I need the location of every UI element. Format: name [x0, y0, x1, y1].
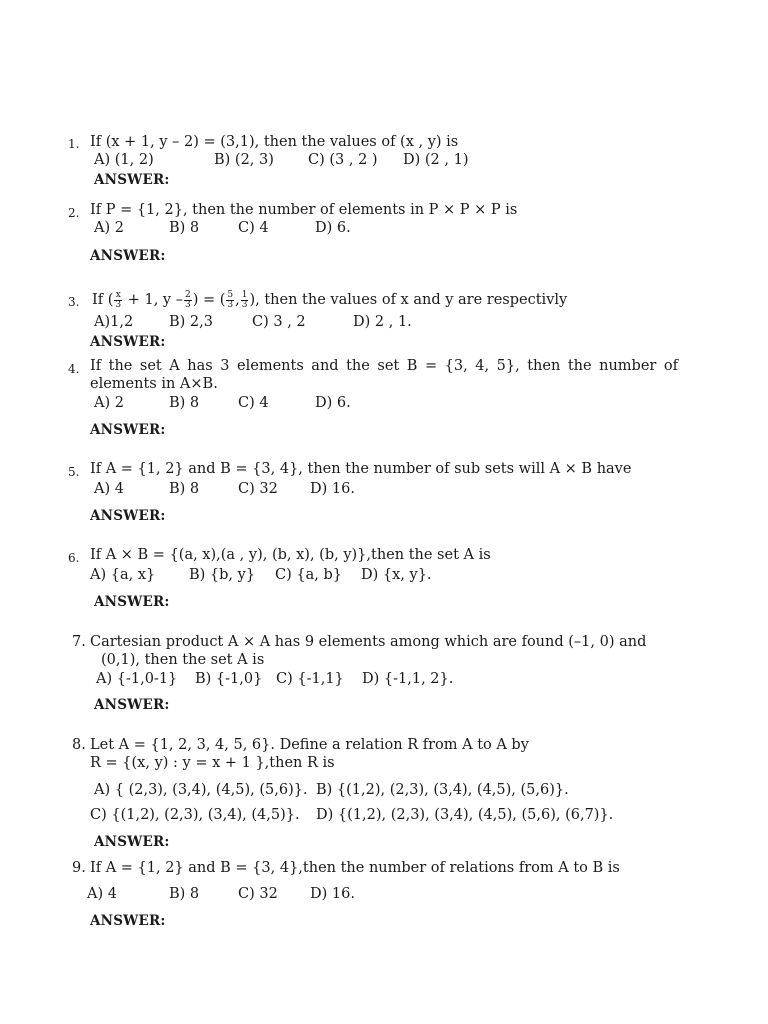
q9-option-c: C) 32: [238, 886, 278, 902]
q7-text-line1: Cartesian product A × A has 9 elements among which are found (–1, 0) and: [90, 634, 647, 650]
q3-text-tail: ), then the values of x and y are respectivly: [249, 292, 568, 308]
q1-option-d: D) (2 , 1): [403, 152, 469, 168]
q8-option-c: C) {(1,2), (2,3), (3,4), (4,5)}.: [90, 807, 300, 823]
q2-text: If P = {1, 2}, then the number of elements in P × P × P is: [90, 202, 518, 218]
q6-number: 6.: [68, 551, 80, 565]
q3-text-if: If (: [92, 292, 114, 308]
q7-option-a: A) {-1,0-1}: [96, 671, 178, 687]
q3-option-a: A)1,2: [94, 314, 134, 330]
q6-answer-label: ANSWER:: [94, 594, 170, 610]
q6-option-b: B) {b, y}: [189, 567, 256, 583]
q5-option-b: B) 8: [169, 481, 200, 497]
q8-answer-label: ANSWER:: [94, 834, 170, 850]
q3-fraction-5-over-3: [226, 291, 234, 310]
q2-option-b: B) 8: [169, 220, 200, 236]
q2-option-a: A) 2: [94, 220, 124, 236]
q9-option-b: B) 8: [169, 886, 200, 902]
q7-text-line2: (0,1), then the set A is: [101, 652, 265, 668]
q6-option-c: C) {a, b}: [275, 567, 342, 583]
q8-option-b: B) {(1,2), (2,3), (3,4), (4,5), (5,6)}.: [316, 782, 569, 798]
q1-option-a: A) (1, 2): [94, 152, 154, 168]
q2-option-c: C) 4: [238, 220, 269, 236]
q6-option-a: A) {a, x}: [90, 567, 156, 583]
q6-option-d: D) {x, y}.: [361, 567, 432, 583]
q5-option-a: A) 4: [94, 481, 124, 497]
q1-text: If (x + 1, y – 2) = (3,1), then the values of (x , y) is: [90, 134, 459, 150]
q9-answer-label: ANSWER:: [90, 913, 166, 929]
q3-text-mid2: ) = (: [192, 292, 226, 308]
q4-answer-label: ANSWER:: [90, 422, 166, 438]
q3-frac1-numerator: x: [115, 289, 121, 300]
q3-answer-label: ANSWER:: [90, 334, 166, 350]
q9-option-a: A) 4: [87, 886, 117, 902]
q5-option-d: D) 16.: [310, 481, 355, 497]
q7-number: 7.: [72, 634, 86, 650]
q2-answer-label: ANSWER:: [90, 248, 166, 264]
q3-text-comma: ,: [235, 292, 240, 308]
q9-number: 9.: [72, 860, 86, 876]
q3-frac4-denominator: 3: [241, 299, 248, 310]
q3-option-d: D) 2 , 1.: [353, 314, 412, 330]
q6-text: If A × B = {(a, x),(a , y), (b, x), (b, y)},then the set A is: [90, 547, 491, 563]
q2-number: 2.: [68, 206, 80, 220]
q4-number: 4.: [68, 362, 80, 376]
q7-answer-label: ANSWER:: [94, 697, 170, 713]
q8-option-a: A) { (2,3), (3,4), (4,5), (5,6)}.: [94, 782, 308, 798]
q1-option-c: C) (3 , 2 ): [308, 152, 378, 168]
q5-option-c: C) 32: [238, 481, 278, 497]
q4-text-line2: elements in A×B.: [90, 376, 218, 392]
q1-answer-label: ANSWER:: [94, 172, 170, 188]
q8-text-line2: R = {(x, y) : y = x + 1 },then R is: [90, 755, 335, 771]
q3-number: 3.: [68, 295, 80, 309]
q1-number: 1.: [68, 137, 80, 151]
q5-answer-label: ANSWER:: [90, 508, 166, 524]
q2-option-d: D) 6.: [315, 220, 351, 236]
q4-option-a: A) 2: [94, 395, 124, 411]
q4-option-c: C) 4: [238, 395, 269, 411]
q3-fraction-2-over-3: [184, 291, 192, 310]
q3-fraction-x-over-3: [114, 291, 122, 310]
q8-text-line1: Let A = {1, 2, 3, 4, 5, 6}. Define a relation R from A to A by: [90, 737, 529, 753]
q3-option-c: C) 3 , 2: [252, 314, 306, 330]
q3-fraction-1-over-3: [241, 291, 249, 310]
q7-option-c: C) {-1,1}: [276, 671, 344, 687]
q3-frac3-numerator: 5: [227, 289, 234, 300]
q3-frac1-denominator: 3: [115, 299, 122, 310]
q5-text: If A = {1, 2} and B = {3, 4}, then the number of sub sets will A × B have: [90, 461, 632, 477]
q5-number: 5.: [68, 465, 80, 479]
q9-text: If A = {1, 2} and B = {3, 4},then the number of relations from A to B is: [90, 860, 620, 876]
q3-text: [92, 287, 567, 313]
q3-frac4-numerator: 1: [241, 289, 248, 300]
q3-text-mid1: + 1, y –: [123, 292, 183, 308]
q4-option-b: B) 8: [169, 395, 200, 411]
q9-option-d: D) 16.: [310, 886, 355, 902]
q3-frac2-numerator: 2: [184, 289, 191, 300]
q7-option-b: B) {-1,0}: [195, 671, 263, 687]
q7-option-d: D) {-1,1, 2}.: [362, 671, 454, 687]
q4-option-d: D) 6.: [315, 395, 351, 411]
q1-option-b: B) (2, 3): [214, 152, 274, 168]
q4-text-line1: If the set A has 3 elements and the set B = {3, 4, 5}, then the number of: [90, 358, 678, 374]
q8-option-d: D) {(1,2), (2,3), (3,4), (4,5), (5,6), (6,7)}.: [316, 807, 614, 823]
q3-frac3-denominator: 3: [227, 299, 234, 310]
q3-frac2-denominator: 3: [184, 299, 191, 310]
q8-number: 8.: [72, 737, 86, 753]
q3-option-b: B) 2,3: [169, 314, 213, 330]
